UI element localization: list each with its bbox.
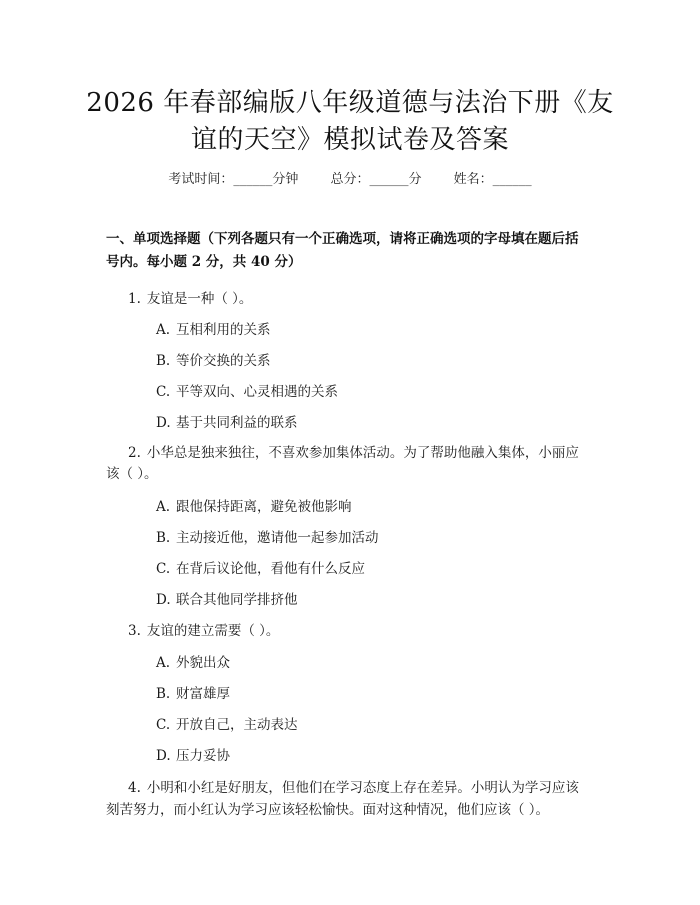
question-4-continuation: 刻苦努力，而小红认为学习应该轻松愉快。面对这种情况，他们应该（ ）。: [106, 802, 550, 818]
exam-title-line-1: 2026 年春部编版八年级道德与法治下册《友: [86, 88, 614, 118]
section-heading-line-1: 一、单项选择题（下列各题只有一个正确选项，请将正确选项的字母填在题后括: [106, 231, 579, 247]
option-letter: B.: [156, 530, 171, 546]
option-text: 在背后议论他，看他有什么反应: [176, 561, 365, 577]
exam-time-blank: ______: [233, 172, 273, 187]
option-letter: C.: [156, 561, 171, 577]
question-1-option-d: [156, 413, 298, 433]
question-1-option-a: [156, 320, 271, 340]
exam-score-blank: ______: [369, 172, 409, 187]
exam-time: [168, 168, 298, 187]
exam-score: [330, 168, 421, 187]
option-text: 主动接近他，邀请他一起参加活动: [176, 530, 379, 546]
question-text: 友谊的建立需要（ ）。: [146, 623, 280, 639]
option-text: 财富雄厚: [176, 686, 230, 702]
exam-name: [454, 168, 532, 187]
question-text: 友谊是一种（ ）。: [146, 291, 253, 307]
option-text: 平等双向、心灵相遇的关系: [176, 384, 338, 400]
exam-time-label: 考试时间：: [168, 172, 234, 187]
option-text: 互相利用的关系: [176, 322, 271, 338]
question-3: [128, 621, 279, 641]
option-text: 开放自己，主动表达: [176, 717, 298, 733]
question-3-option-a: [156, 653, 230, 673]
question-text: 小华总是独来独往，不喜欢参加集体活动。为了帮助他融入集体，小丽应: [146, 445, 579, 461]
question-2-option-b: [156, 528, 379, 548]
exam-score-unit: 分: [408, 172, 422, 187]
option-letter: D.: [156, 415, 171, 431]
option-text: 基于共同利益的联系: [176, 415, 298, 431]
question-number: 2.: [128, 445, 141, 461]
question-2-option-a: [156, 497, 352, 517]
option-letter: C.: [156, 384, 171, 400]
question-1: [128, 289, 252, 309]
option-letter: A.: [156, 499, 171, 515]
question-number: 4.: [128, 780, 141, 796]
option-text: 联合其他同学排挤他: [176, 592, 298, 608]
question-4: [128, 778, 579, 798]
question-2: [128, 443, 579, 463]
section-heading-line-2: 号内。每小题 2 分，共 40 分）: [106, 254, 302, 270]
question-3-option-c: [156, 715, 298, 735]
question-1-option-c: [156, 382, 338, 402]
option-text: 等价交换的关系: [176, 353, 271, 369]
question-2-continuation: 该（ ）。: [106, 466, 158, 482]
question-1-option-b: [156, 351, 271, 371]
exam-time-unit: 分钟: [272, 172, 299, 187]
question-2-option-d: [156, 590, 298, 610]
exam-name-blank: ______: [492, 172, 532, 187]
option-letter: C.: [156, 717, 171, 733]
question-3-option-b: [156, 684, 230, 704]
option-letter: D.: [156, 592, 171, 608]
option-letter: A.: [156, 655, 171, 671]
option-text: 压力妥协: [176, 748, 230, 764]
question-text: 小明和小红是好朋友，但他们在学习态度上存在差异。小明认为学习应该: [146, 780, 579, 796]
option-text: 外貌出众: [176, 655, 230, 671]
exam-name-label: 姓名：: [453, 172, 493, 187]
option-letter: A.: [156, 322, 171, 338]
question-number: 1.: [128, 291, 141, 307]
option-letter: B.: [156, 353, 171, 369]
question-2-option-c: [156, 559, 365, 579]
option-letter: D.: [156, 748, 171, 764]
question-number: 3.: [128, 623, 141, 639]
option-letter: B.: [156, 686, 171, 702]
exam-meta: [0, 168, 700, 187]
exam-title-line-2: 谊的天空》模拟试卷及答案: [190, 125, 509, 155]
question-3-option-d: [156, 746, 230, 766]
exam-score-label: 总分：: [330, 172, 370, 187]
option-text: 跟他保持距离，避免被他影响: [176, 499, 352, 515]
